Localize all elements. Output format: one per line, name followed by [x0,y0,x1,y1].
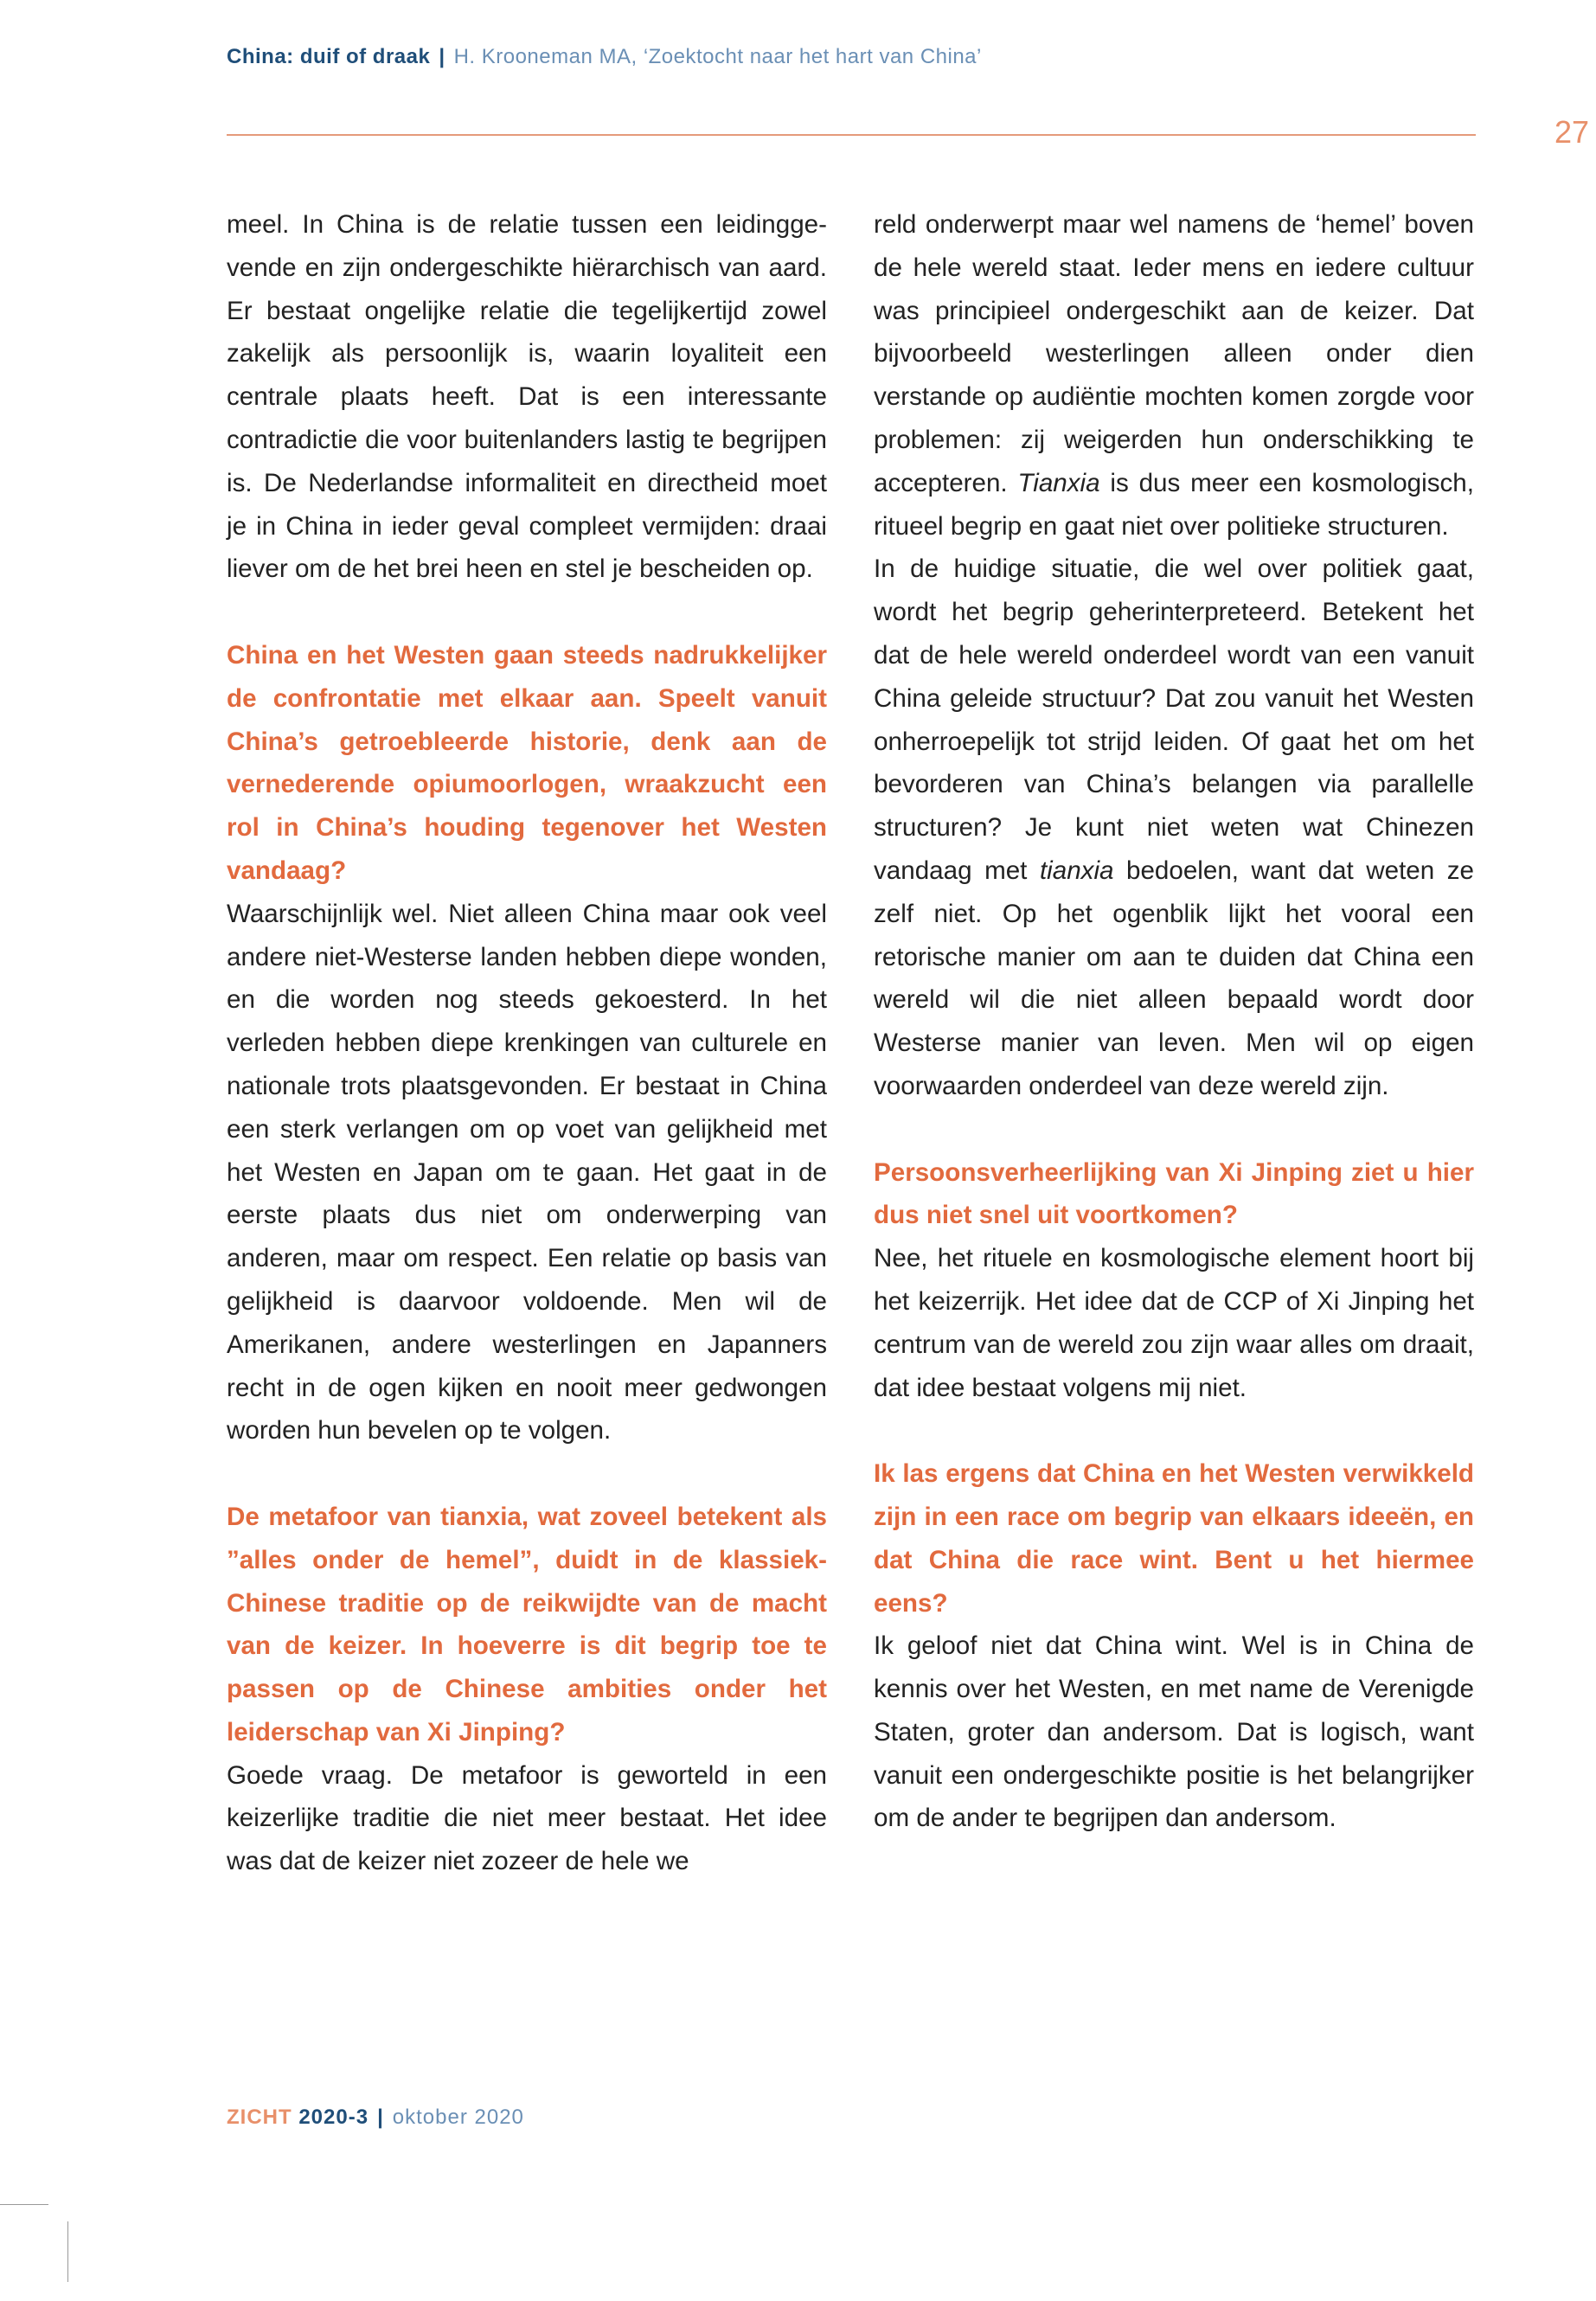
paragraph [874,548,1474,1107]
running-header [227,45,982,69]
italic-term: tianxia [1039,856,1114,885]
paragraph: meel. In China is de relatie tussen een leidinggevende en zijn ondergeschikte hiërarchisch van aard. Er bestaat ongelijke relatie die tegelijkertijd zowel zakelijk als persoonlijk is, waarin loyaliteit een centrale plaats heeft. Dat is een interessante contradictie die voor buitenlanders lastig te begrijpen is. De Nederlandse informaliteit en directheid moet je in China in ieder geval compleet vermijden: draai liever om de het brei heen en stel je bescheiden op. [227,210,827,584]
header-title: China: duif of draak [227,45,431,68]
spacer [874,1409,1474,1452]
interview-question: De metafoor van tianxia, wat zoveel betekent als ”alles onder de hemel”, duidt in de klassiek-Chinese traditie op de reikwijdte van de macht van de keizer. In hoeverre is dit begrip toe te passen op de Chinese ambities onder het leiderschap van Xi Jinping? [227,1502,827,1747]
footer-brand: ZICHT [227,2106,292,2129]
crop-mark-vertical [67,2221,68,2282]
header-separator: | [439,45,445,68]
paragraph [874,203,1474,548]
header-author: H. Krooneman MA, ‘Zoektocht naar het hart van China’ [453,45,982,68]
left-column [227,203,827,1883]
crop-mark-horizontal [0,2204,48,2205]
footer-date: oktober 2020 [392,2106,524,2129]
header-rule [227,134,1476,136]
spacer [227,1452,827,1496]
page-number: 27 [1554,114,1589,150]
text-run: bedoelen, want dat weten ze zelf niet. Op het ogenblik lijkt het vooral een retorische manier om aan te duiden dat China een wereld wil die niet alleen bepaald wordt door Westerse manier van leven. Men wil op eigen voorwaarden onderdeel van deze wereld zijn. [874,856,1474,1100]
footer-issue: 2020-3 [298,2106,369,2129]
spacer [227,591,827,634]
page-footer [227,2106,524,2130]
text-run: In de huidige situatie, die wel over politiek gaat, wordt het begrip geherinterpreteerd. Betekent het dat de hele wereld onderdeel wordt van een vanuit China geleide structuur? Dat zou vanuit het Westen onherroepelijk tot strijd leiden. Of gaat het om het bevorderen van China’s belangen via parallelle structuren? Je kunt niet weten wat Chinezen vandaag met [874,554,1474,885]
interview-answer: Waarschijnlijk wel. Niet alleen China maar ook veel andere niet-Westerse landen hebben diepe wonden, en die worden nog steeds gekoesterd. In het verleden hebben diepe krenkingen van culturele en nationale trots plaatsgevonden. Er bestaat in China een sterk verlangen om op voet van gelijkheid met het Westen en Japan om te gaan. Het gaat in de eerste plaats dus niet om onderwerping van anderen, maar om respect. Een relatie op basis van gelijkheid is daarvoor voldoende. Men wil de Amerikanen, andere westerlingen en Japanners recht in de ogen kijken en nooit meer gedwongen worden hun bevelen op te volgen. [227,899,827,1445]
interview-answer: Nee, het rituele en kosmologische element hoort bij het keizerrijk. Het idee dat de CCP of Xi Jinping het centrum van de wereld zou zijn waar alles om draait, dat idee bestaat volgens mij niet. [874,1244,1474,1402]
footer-separator: | [377,2106,384,2129]
text-run: reld onderwerpt maar wel namens de ‘hemel’ boven de hele wereld staat. Ieder mens en iedere cultuur was principieel ondergeschikt aan de keizer. Dat bijvoorbeeld westerlingen alleen onder dien verstande op audiëntie mochten komen zorgde voor problemen: zij weigerden hun onderschikking te accepteren. [874,210,1474,497]
text-run: is dus meer een kosmologisch, ritueel begrip en gaat niet over politieke structuren. [874,468,1474,541]
interview-question: Ik las ergens dat China en het Westen verwikkeld zijn in een race om begrip van elkaars ideeën, en dat China die race wint. Bent u het hiermee eens? [874,1459,1474,1618]
spacer [874,1108,1474,1151]
right-column [874,203,1474,1840]
interview-question: China en het Westen gaan steeds nadrukkelijker de confrontatie met elkaar aan. Speelt vanuit China’s getroebleerde historie, denk aan de vernederende opiumoorlogen, wraakzucht een rol in China’s houding tegenover het Westen vandaag? [227,640,827,885]
interview-answer: Goede vraag. De metafoor is geworteld in een keizerlijke traditie die niet meer bestaat. Het idee was dat de keizer niet zozeer de hele we [227,1760,827,1876]
italic-term: Tianxia [1017,468,1100,497]
interview-question: Persoonsverheerlijking van Xi Jinping ziet u hier dus niet snel uit voortkomen? [874,1157,1474,1230]
interview-answer: Ik geloof niet dat China wint. Wel is in China de kennis over het Westen, en met name de Verenigde Staten, groter dan andersom. Dat is logisch, want vanuit een ondergeschikte positie is het belangrijker om de ander te begrijpen dan andersom. [874,1631,1474,1833]
